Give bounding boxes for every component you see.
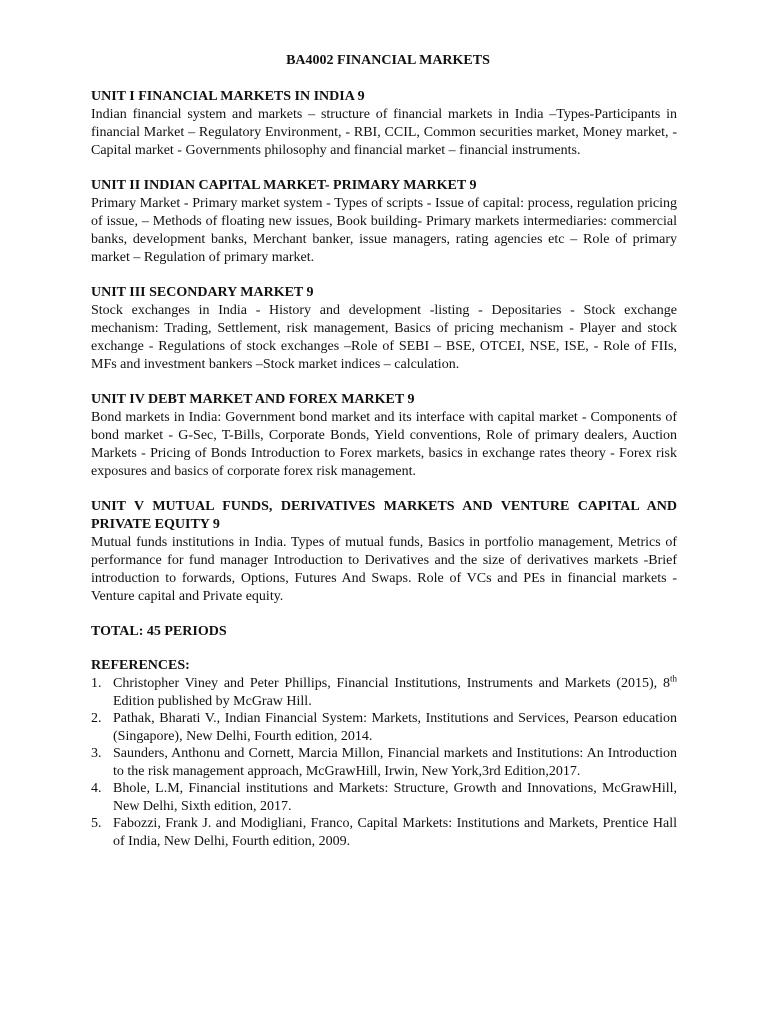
reference-text: Bhole, L.M, Financial institutions and Markets: Structure, Growth and Innovations, McGrawHill, New Delhi, Sixth edition, 2017. bbox=[113, 781, 677, 814]
unit-heading: UNIT III SECONDARY MARKET 9 bbox=[91, 285, 314, 300]
unit-description: Indian financial system and markets – structure of financial markets in India –Types-Participants in financial Market – Regulatory Environment, - RBI, CCIL, Common securities market, Money market, - Capital market - Governments philosophy and financial market – financial instruments. bbox=[91, 107, 677, 158]
total-periods: TOTAL: 45 PERIODS bbox=[91, 624, 227, 639]
reference-item bbox=[91, 710, 677, 745]
reference-number: 5. bbox=[91, 816, 102, 831]
unit-heading: UNIT IV DEBT MARKET AND FOREX MARKET 9 bbox=[91, 392, 415, 407]
reference-item bbox=[91, 745, 677, 780]
unit-section-3 bbox=[91, 284, 677, 374]
document-title: BA4002 FINANCIAL MARKETS bbox=[286, 53, 490, 68]
unit-section-4 bbox=[91, 391, 677, 481]
reference-number: 3. bbox=[91, 746, 102, 761]
references-list bbox=[91, 675, 677, 850]
reference-item bbox=[91, 780, 677, 815]
unit-description: Stock exchanges in India - History and development -listing - Depositaries - Stock exchange mechanism: Trading, Settlement, risk management, Basics of pricing mechanism - Player and stock exchange - Regulations of stock exchanges –Role of SEBI – BSE, OTCEI, NSE, ISE, - Role of FIIs, MFs and investment bankers –Stock market indices – calculation. bbox=[91, 303, 677, 372]
unit-heading: UNIT I FINANCIAL MARKETS IN INDIA 9 bbox=[91, 89, 365, 104]
reference-number: 4. bbox=[91, 781, 102, 796]
reference-superscript: th bbox=[669, 673, 677, 684]
reference-item bbox=[91, 675, 677, 710]
unit-heading: UNIT II INDIAN CAPITAL MARKET- PRIMARY MARKET 9 bbox=[91, 178, 477, 193]
reference-item bbox=[91, 815, 677, 850]
reference-number: 1. bbox=[91, 676, 102, 691]
unit-description: Bond markets in India: Government bond market and its interface with capital market - Components of bond market - G-Sec, T-Bills, Corporate Bonds, Yield conventions, Role of primary dealers, Auction Markets - Pricing of Bonds Introduction to Forex markets, basics in exchange rates theory - Forex risk exposures and basics of corporate forex risk management. bbox=[91, 410, 677, 479]
reference-text: Saunders, Anthonu and Cornett, Marcia Millon, Financial markets and Institutions: An Introduction to the risk management approach, McGrawHill, Irwin, New York,3rd Edition,2017. bbox=[113, 746, 677, 779]
unit-section-5 bbox=[91, 498, 677, 606]
reference-text: Pathak, Bharati V., Indian Financial System: Markets, Institutions and Services, Pearson education (Singapore), New Delhi, Fourth edition, 2014. bbox=[113, 711, 677, 744]
reference-number: 2. bbox=[91, 711, 102, 726]
unit-description: Mutual funds institutions in India. Types of mutual funds, Basics in portfolio management, Metrics of performance for fund manager Introduction to Derivatives and the size of derivatives markets -Brief introduction to forwards, Options, Futures And Swaps. Role of VCs and PEs in financial markets - Venture capital and Private equity. bbox=[91, 535, 677, 604]
reference-text: Fabozzi, Frank J. and Modigliani, Franco, Capital Markets: Institutions and Markets, Prentice Hall of India, New Delhi, Fourth edition, 2009. bbox=[113, 816, 677, 849]
unit-section-1 bbox=[91, 88, 677, 160]
references-heading: REFERENCES: bbox=[91, 658, 190, 673]
unit-section-2 bbox=[91, 177, 677, 267]
reference-text-continued: Edition published by McGraw Hill. bbox=[113, 693, 312, 709]
unit-description: Primary Market - Primary market system - Types of scripts - Issue of capital: process, regulation pricing of issue, – Methods of floating new issues, Book building- Primary markets intermediaries: commercial banks, development banks, Merchant banker, issue managers, rating agencies etc – Role of primary market – Regulation of primary market. bbox=[91, 196, 677, 265]
reference-text: Christopher Viney and Peter Phillips, Financial Institutions, Instruments and Markets (2015), 8 bbox=[113, 676, 670, 691]
unit-heading: UNIT V MUTUAL FUNDS, DERIVATIVES MARKETS AND VENTURE CAPITAL AND PRIVATE EQUITY 9 bbox=[91, 499, 677, 532]
